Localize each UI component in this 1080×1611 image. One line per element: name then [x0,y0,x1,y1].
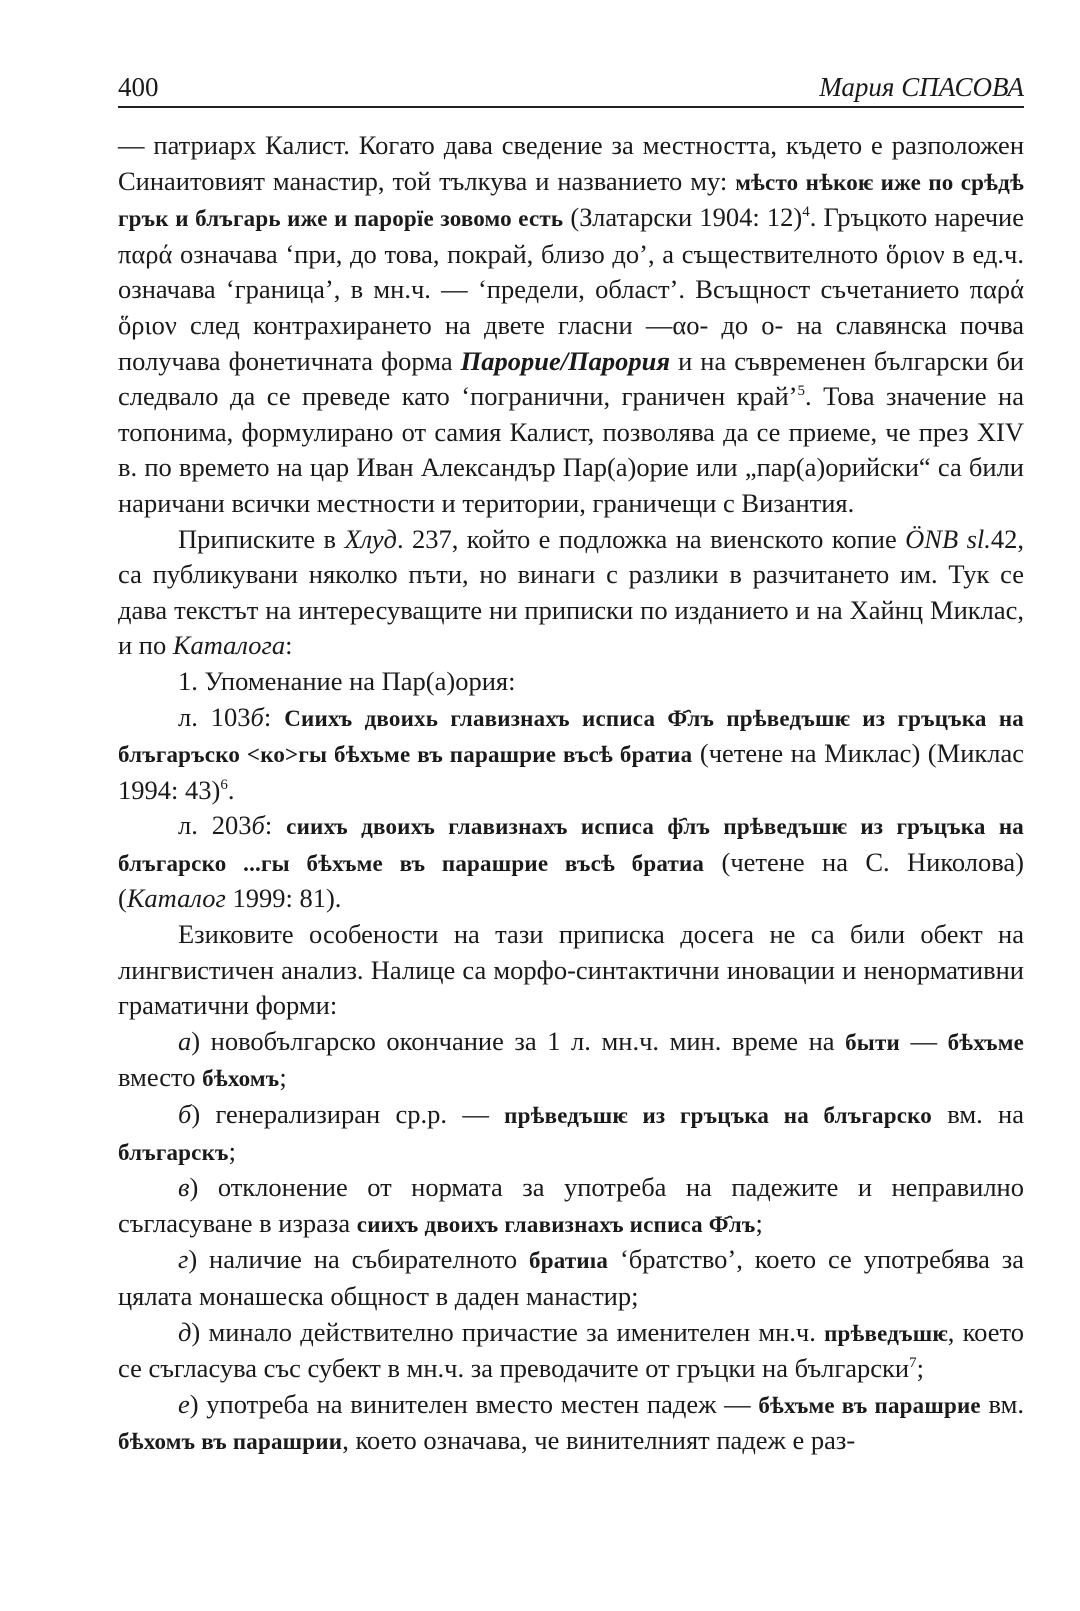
old-slavonic-quote: Сиихъ двоихь главизнахъ исписа Ф҄лъ прѣведъшѥ из гръцъка на блъгаръско <ко>гы бѣхъме въ парашрие въсѣ братиа [118,705,1024,768]
list-item-v: в) отклонение от нормата за употреба на падежите и неправилно съгласуване в израза сиихъ двоихъ главизнахъ исписа Ф҄лъ; [118,1172,1024,1238]
list-item-d: д) минало действително причастие за именителен мн.ч. прѣведъшѥ, което се съгласува със субект в мн.ч. за преводачите от гръцки на български$^7$; [118,1316,1024,1384]
paragraph-6: Езиковите особености на тази приписка досега не са били обект на лингвистичен анализ. Налице са морфо-синтактични иновации и ненормативни граматични форми: [118,919,1024,1021]
page-number: 400 [118,72,159,102]
footnote-ref-7: 7 [909,1355,917,1372]
running-head-author: Мария СПАСОВА [819,72,1024,102]
list-item-b: б) генерализиран ср.р. — прѣведъшѥ из гръцъка на блъгарско вм. на блъгарскъ; [118,1099,1025,1166]
paragraph-4: л. 103б: Сиихъ двоихь главизнахъ исписа Ф҄лъ прѣведъшѥ из гръцъка на блъгаръско <ко>гы бѣхъме въ парашрие въсѣ братиа (четене на Миклас) (Миклас 1994: 43)$^6$. [118,701,1024,805]
list-item-a: а) новобългарско окончание за 1 л. мн.ч. мин. време на быти — бѣхъме вместо бѣхомъ; [118,1025,1025,1093]
footnote-ref-4: 4 [802,204,810,221]
footnote-ref-6: 6 [220,776,228,793]
running-header [118,72,1024,108]
list-item-e: е) употреба на винителен вместо местен падеж — бѣхъме въ парашрие вм. бѣхомъ въ парашрии, което означава, че винителният падеж е раз- [118,1388,1024,1456]
toponym-forms: Парорие/Пароpия [460,345,671,376]
paragraph-3: 1. Упоменание на Пар(а)ория: [178,665,516,696]
paragraph-5: л. 203б: сиихъ двоихъ главизнахъ исписа ф҄лъ прѣведъшѥ из гръцъка на блъгарско ...гы бѣхъме въ парашрие въсѣ братиа (четене на С. Николова) (Каталог 1999: 81). [118,810,1024,914]
body-text [118,128,1024,1460]
old-slavonic-quote: мѣсто нѣкоѥ иже по срѣдѣ грък и блъгарь иже и парорїе зовомо есть [118,169,1024,232]
paragraph-2: Приписките в Хлуд. 237, който е подложка на виенското копие ÖNB sl.42, са публикувани няколко пъти, но винаги с разлики в разчитането им. Тук се дава текстът на интересуващите ни приписки по изданието и на Хайнц Миклас, и по Каталога: [118,523,1024,661]
footnote-ref-5: 5 [797,383,806,400]
old-slavonic-quote: сиихъ двоихъ главизнахъ исписа ф҄лъ прѣведъшѥ из гръцъка на блъгарско ...гы бѣхъме въ парашрие въсѣ братиа [118,814,1024,876]
paragraph-1: — патриарх Калист. Когато дава сведение за местността, където е разположен Синаитовият манастир, той тълкува и названието му: мѣсто нѣкоѥ иже по срѣдѣ грък и блъгарь иже и парорїе зовомо есть (Златарски 1904: 12)$^4$. Гръцкото наречие παρά означава ‘при, до това, покрай, близо до’, а съществителното ὅριον в ед.ч. означава ‘граница’, в мн.ч. — ‘предели, област’. Всъщност съчетанието παρά ὅριον след контрахирането на двете гласни —αο- до ο- на славянска почва получава фонетичната форма Парорие/Пароpия и на съвременен български би следвало да се преведе като ‘погранични, граничен край’$^5$. Това значение на топонима, формулирано от самия Калист, позволява да се приеме, че през XIV в. по времето на цар Иван Александър Пар(а)орие или „пар(а)орийски“ са били наричани всички местности и територии, граничещи с Византия. [118,130,1024,518]
list-item-g: г) наличие на събирателното братиıа ‘братство’, което се употребява за цялата монашеска общност в даден манастир; [118,1244,1024,1311]
